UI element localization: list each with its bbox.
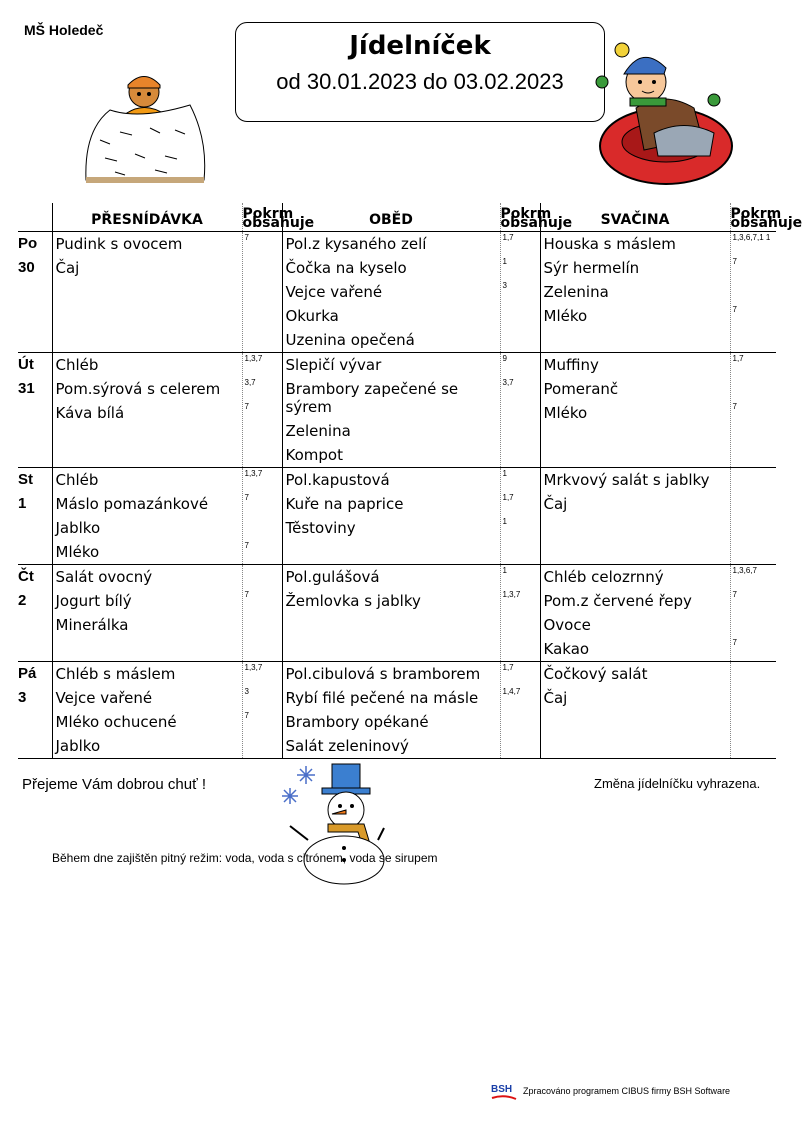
menu-item: Muffiny [543, 356, 599, 374]
day-abbr: Po [18, 235, 38, 252]
allergen-codes [243, 734, 282, 758]
day-cell [18, 468, 52, 565]
snowman-icon [270, 762, 385, 887]
lunch-cell [282, 353, 500, 468]
menu-item: Rybí filé pečené na másle [285, 689, 479, 707]
lunch-allergen-cell [500, 662, 540, 759]
day-abbr: Út [18, 356, 34, 373]
menu-item: Sýr hermelín [543, 259, 640, 277]
allergen-codes [731, 613, 777, 637]
allergen-codes [501, 304, 540, 328]
breakfast-allergen-cell [242, 232, 282, 353]
day-header [18, 203, 52, 232]
allergen-codes: 1 [502, 566, 507, 575]
allergen-header: Pokrm obsahuje [730, 203, 776, 232]
day-number: 31 [18, 380, 35, 397]
allergen-codes [731, 662, 777, 686]
snack-allergen-cell [730, 353, 776, 468]
allergen-codes: 1,7 [732, 354, 744, 363]
day-number: 1 [18, 495, 27, 512]
allergen-codes [501, 443, 540, 467]
breakfast-cell [52, 662, 242, 759]
page-title: Jídelníček [349, 31, 491, 61]
menu-item: Slepičí vývar [285, 356, 382, 374]
menu-item: Zelenina [543, 283, 609, 301]
day-cell [18, 565, 52, 662]
allergen-codes: 1 [502, 469, 507, 478]
menu-item: Čaj [543, 689, 568, 707]
menu-item: Kuře na paprice [285, 495, 404, 513]
menu-item: Čaj [543, 495, 568, 513]
menu-item: Minerálka [55, 616, 129, 634]
lunch-header: OBĚD [282, 203, 500, 232]
day-abbr: Pá [18, 665, 37, 682]
breakfast-allergen-cell [242, 565, 282, 662]
menu-item: Mrkvový salát s jablky [543, 471, 710, 489]
allergen-codes: 7 [732, 257, 737, 266]
snack-allergen-cell [730, 565, 776, 662]
allergen-codes [243, 565, 282, 589]
lunch-allergen-cell [500, 468, 540, 565]
menu-item: Brambory zapečené se sýrem [285, 380, 459, 416]
allergen-codes: 1,7 [502, 663, 514, 672]
allergen-codes: 7 [244, 493, 249, 502]
snack-allergen-cell [730, 662, 776, 759]
menu-item: Máslo pomazánkové [55, 495, 209, 513]
menu-item: Čočka na kyselo [285, 259, 407, 277]
allergen-codes: 1,7 [502, 493, 514, 502]
breakfast-cell [52, 353, 242, 468]
change-notice: Změna jídelníčku vyhrazena. [594, 776, 761, 791]
allergen-codes: 7 [244, 402, 249, 411]
breakfast-allergen-cell [242, 353, 282, 468]
menu-item: Jablko [55, 737, 101, 755]
menu-item: Chléb s máslem [55, 665, 176, 683]
allergen-codes [731, 377, 777, 401]
allergen-codes [731, 280, 777, 304]
day-cell [18, 353, 52, 468]
allergen-codes: 7 [732, 305, 737, 314]
allergen-codes [501, 328, 540, 352]
menu-item: Salát ovocný [55, 568, 153, 586]
allergen-codes: 1,3,7 [244, 469, 263, 478]
allergen-codes [731, 468, 777, 492]
allergen-codes: 1,3,6,7,1 1 [732, 233, 771, 242]
snack-allergen-cell [730, 232, 776, 353]
allergen-header: Pokrm obsahuje [242, 203, 282, 232]
child-sled-icon [584, 38, 739, 188]
lunch-cell [282, 232, 500, 353]
breakfast-header: PŘESNÍDÁVKA [52, 203, 242, 232]
day-row [18, 565, 776, 662]
allergen-codes: 3,7 [502, 378, 514, 387]
lunch-allergen-cell [500, 232, 540, 353]
snack-header: SVAČINA [540, 203, 730, 232]
menu-item: Čaj [55, 259, 80, 277]
allergen-codes [731, 492, 777, 516]
menu-item: Vejce vařené [285, 283, 383, 301]
allergen-header: Pokrm obsahuje [500, 203, 540, 232]
menu-item: Kakao [543, 640, 590, 658]
day-row [18, 662, 776, 759]
bsh-logo-text: BSH [491, 1084, 513, 1095]
allergen-codes: 3,7 [244, 378, 256, 387]
day-number: 30 [18, 259, 35, 276]
day-row [18, 232, 776, 353]
allergen-codes [501, 419, 540, 443]
menu-item: Mléko [543, 404, 588, 422]
menu-item: Mléko ochucené [55, 713, 177, 731]
menu-item: Pol.gulášová [285, 568, 380, 586]
lunch-cell [282, 565, 500, 662]
allergen-codes [731, 686, 777, 710]
menu-table [18, 203, 802, 759]
menu-item: Zelenina [285, 422, 351, 440]
menu-item: Ovoce [543, 616, 591, 634]
snack-cell [540, 565, 730, 662]
title-box [235, 22, 605, 122]
software-credit: Zpracováno programem CIBUS firmy BSH Software [523, 1086, 731, 1096]
menu-item: Salát zeleninový [285, 737, 409, 755]
menu-item: Mléko [543, 307, 588, 325]
menu-item: Vejce vařené [55, 689, 153, 707]
allergen-codes: 7 [244, 233, 249, 242]
menu-item: Pom.z červené řepy [543, 592, 692, 610]
menu-item: Káva bílá [55, 404, 125, 422]
menu-item: Pol.z kysaného zelí [285, 235, 427, 253]
menu-item: Uzenina opečená [285, 331, 415, 349]
allergen-codes: 1 [502, 257, 507, 266]
menu-item: Brambory opékané [285, 713, 429, 731]
school-name: MŠ Holedeč [24, 22, 104, 38]
lunch-allergen-cell [500, 565, 540, 662]
menu-item: Chléb celozrnný [543, 568, 664, 586]
child-igloo-icon [80, 70, 210, 190]
allergen-codes [243, 256, 282, 280]
allergen-codes [501, 734, 540, 758]
allergen-codes: 1,3,7 [244, 354, 263, 363]
allergen-codes: 7 [732, 402, 737, 411]
snack-cell [540, 353, 730, 468]
breakfast-allergen-cell [242, 662, 282, 759]
menu-item: Mléko [55, 543, 100, 561]
snack-cell [540, 468, 730, 565]
allergen-codes: 9 [502, 354, 507, 363]
allergen-codes: 7 [244, 541, 249, 550]
drinking-regime: Během dne zajištěn pitný režim: voda, voda s citrónem, voda se sirupem [52, 851, 438, 865]
date-range: od 30.01.2023 do 03.02.2023 [276, 69, 564, 94]
allergen-codes: 7 [244, 590, 249, 599]
menu-item: Kompot [285, 446, 343, 464]
allergen-codes: 7 [732, 638, 737, 647]
breakfast-allergen-cell [242, 468, 282, 565]
menu-item: Pol.kapustová [285, 471, 390, 489]
day-abbr: Čt [18, 568, 34, 585]
allergen-codes: 1,3,7 [244, 663, 263, 672]
snack-allergen-cell [730, 468, 776, 565]
allergen-codes: 1 [502, 517, 507, 526]
menu-item: Pom.sýrová s celerem [55, 380, 221, 398]
snack-cell [540, 662, 730, 759]
lunch-allergen-cell [500, 353, 540, 468]
allergen-codes [501, 710, 540, 734]
breakfast-cell [52, 232, 242, 353]
menu-item: Jogurt bílý [55, 592, 132, 610]
allergen-codes [243, 516, 282, 540]
menu-item: Pudink s ovocem [55, 235, 183, 253]
allergen-codes: 7 [732, 590, 737, 599]
allergen-codes: 1,3,6,7 [732, 566, 757, 575]
allergen-codes: 7 [244, 711, 249, 720]
menu-item: Houska s máslem [543, 235, 676, 253]
wish-text: Přejeme Vám dobrou chuť ! [22, 776, 207, 793]
menu-item: Pol.cibulová s bramborem [285, 665, 481, 683]
day-abbr: St [18, 471, 33, 488]
allergen-codes: 3 [502, 281, 507, 290]
day-row [18, 353, 776, 468]
menu-item: Těstoviny [285, 519, 356, 537]
menu-item: Pomeranč [543, 380, 619, 398]
day-number: 2 [18, 592, 27, 609]
breakfast-cell [52, 468, 242, 565]
allergen-codes: 1,4,7 [502, 687, 521, 696]
breakfast-cell [52, 565, 242, 662]
day-row [18, 468, 776, 565]
allergen-codes: 1,3,7 [502, 590, 521, 599]
day-cell [18, 662, 52, 759]
menu-item: Chléb [55, 471, 99, 489]
menu-item: Žemlovka s jablky [285, 592, 421, 610]
bsh-logo [490, 1082, 520, 1104]
allergen-codes: 1,7 [502, 233, 514, 242]
allergen-codes: 3 [244, 687, 249, 696]
allergen-codes [243, 613, 282, 637]
day-number: 3 [18, 689, 27, 706]
lunch-cell [282, 468, 500, 565]
menu-item: Čočkový salát [543, 665, 648, 683]
day-cell [18, 232, 52, 353]
menu-item: Chléb [55, 356, 99, 374]
menu-item: Okurka [285, 307, 339, 325]
snack-cell [540, 232, 730, 353]
menu-item: Jablko [55, 519, 101, 537]
lunch-cell [282, 662, 500, 759]
